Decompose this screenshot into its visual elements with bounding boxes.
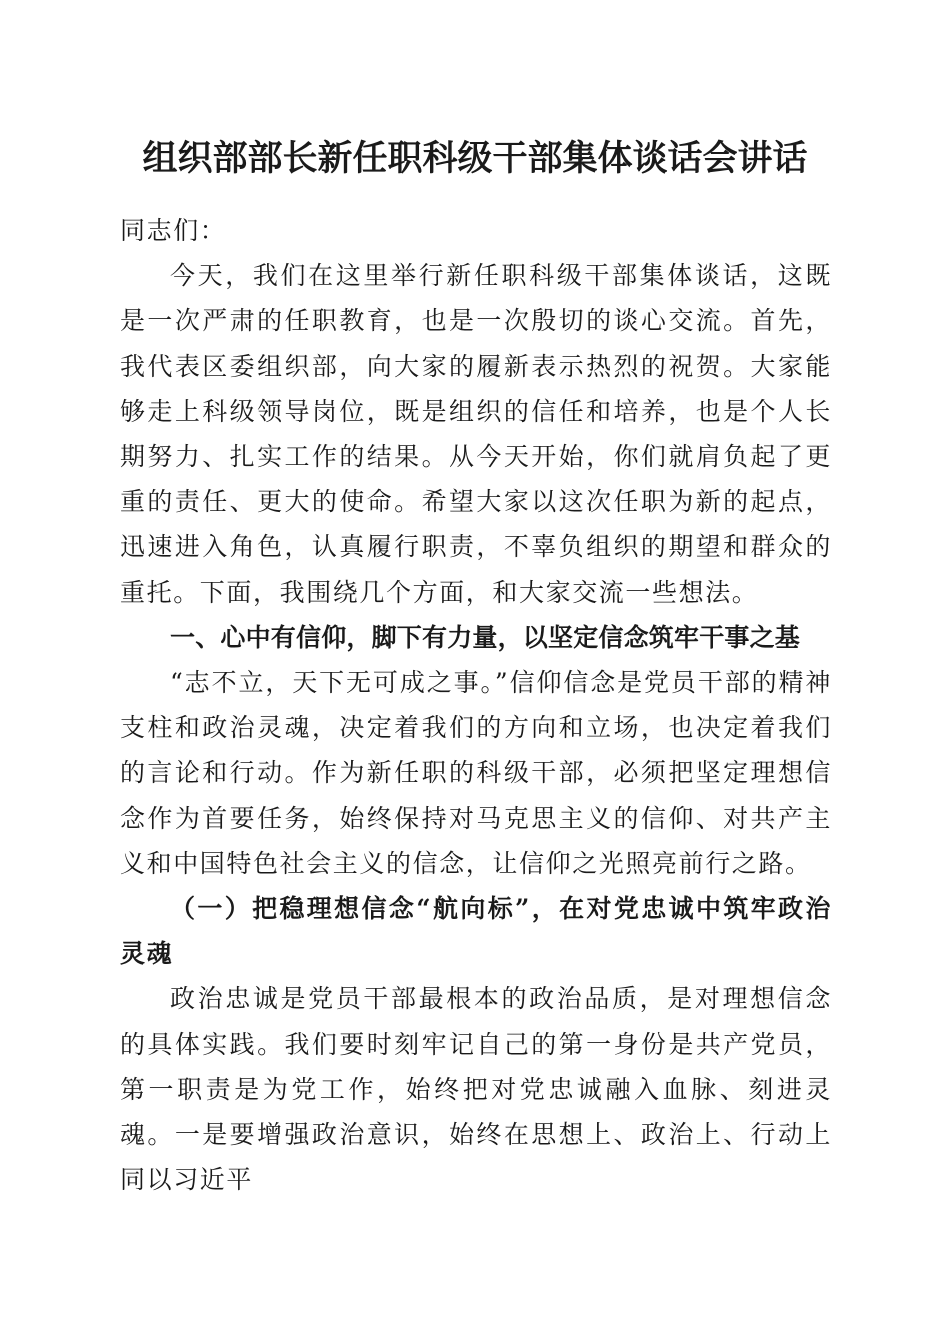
subsection-1-paragraph: 政治忠诚是党员干部最根本的政治品质，是对理想信念的具体实践。我们要时刻牢记自己的第一身份是共产党员，第一职责是为党工作，始终把对党忠诚融入血脉、刻进灵魂。一是要增强政治意识，始终在思想上、政治上、行动上同以习近平 <box>120 984 832 1195</box>
subsection-1-heading: （一）把稳理想信念“航向标”，在对党忠诚中筑牢政治灵魂 <box>120 894 832 969</box>
intro-paragraph: 今天，我们在这里举行新任职科级干部集体谈话，这既是一次严肃的任职教育，也是一次殷切的谈心交流。首先，我代表区委组织部，向大家的履新表示热烈的祝贺。大家能够走上科级领导岗位，既是组织的信任和培养，也是个人长期努力、扎实工作的结果。从今天开始，你们就肩负起了更重的责任、更大的使命。希望大家以这次任职为新的起点，迅速进入角色，认真履行职责，不辜负组织的期望和群众的重托。下面，我围绕几个方面，和大家交流一些想法。 <box>120 261 832 607</box>
section-1-heading: 一、心中有信仰，脚下有力量，以坚定信念筑牢干事之基 <box>170 622 801 652</box>
document-title: 组织部部长新任职科级干部集体谈话会讲话 <box>142 139 808 179</box>
section-1-paragraph: “志不立，天下无可成之事。”信仰信念是党员干部的精神支柱和政治灵魂，决定着我们的方向和立场，也决定着我们的言论和行动。作为新任职的科级干部，必须把坚定理想信念作为首要任务，始终保持对马克思主义的信仰、对共产主义和中国特色社会主义的信念，让信仰之光照亮前行之路。 <box>120 668 832 878</box>
document-body <box>120 208 832 1202</box>
salutation: 同志们： <box>120 216 227 245</box>
